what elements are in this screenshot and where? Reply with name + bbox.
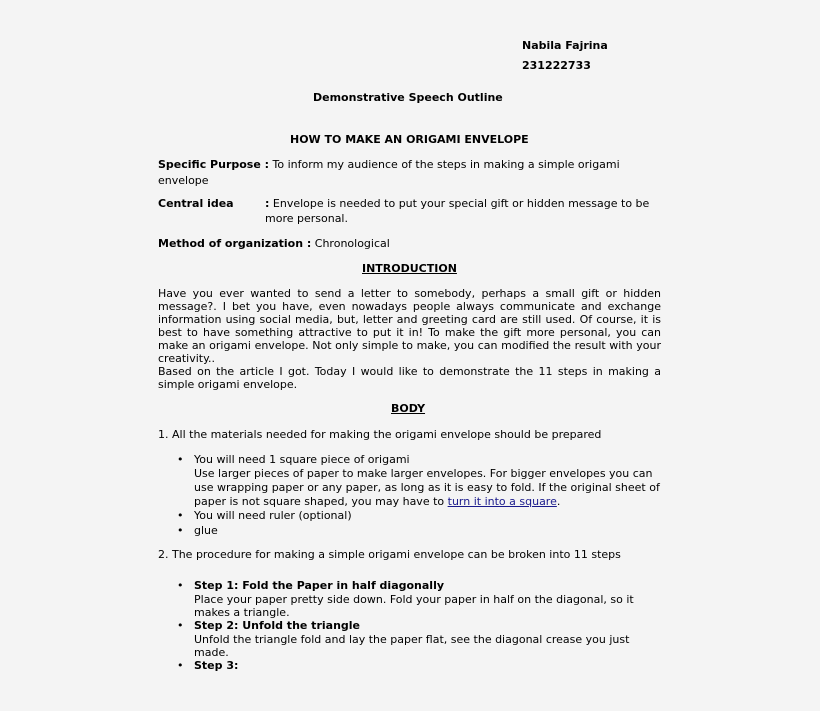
method-text: Chronological <box>311 237 390 250</box>
specific-purpose-continued: envelope <box>158 174 209 187</box>
student-id: 231222733 <box>522 59 591 72</box>
main-point-1: 1. All the materials needed for making the origami envelope should be prepared <box>158 428 602 441</box>
main-point-2: 2. The procedure for making a simple origami envelope can be broken into 11 steps <box>158 548 621 561</box>
intro-line: information using social media, but, letter and greeting card are still used. Of course, it is <box>158 313 661 326</box>
body-heading: BODY <box>391 402 426 415</box>
bullet-glyph: • <box>177 659 184 672</box>
author-name: Nabila Fajrina <box>522 39 608 52</box>
introduction-paragraph <box>158 287 661 391</box>
document-title: Demonstrative Speech Outline <box>313 91 503 104</box>
intro-line: simple origami envelope. <box>158 378 298 391</box>
bullet-desc-prefix: paper is not square shaped, you may have to <box>194 495 448 508</box>
bullet-desc-line: Use larger pieces of paper to make larger envelopes. For bigger envelopes you can <box>194 467 653 480</box>
method-of-organization <box>158 237 390 251</box>
step-1-title: Step 1: Fold the Paper in half diagonally <box>194 579 445 592</box>
introduction-heading: INTRODUCTION <box>362 262 457 275</box>
turn-into-square-link[interactable]: turn it into a square <box>447 495 557 508</box>
bullet-desc-line: use wrapping paper or any paper, as long as it is easy to fold. If the original sheet of <box>194 481 660 494</box>
bullet-square-origami: You will need 1 square piece of origami <box>194 453 410 466</box>
bullet-glyph: • <box>177 524 184 537</box>
bullet-glyph: • <box>177 579 184 592</box>
central-idea-colon: : <box>265 197 270 210</box>
intro-line: make an origami envelope. Not only simple to make, you can modified the result with your <box>158 339 661 352</box>
bullet-glyph: • <box>177 453 184 466</box>
step-1-desc: Place your paper pretty side down. Fold your paper in half on the diagonal, so it <box>194 593 634 606</box>
central-idea <box>265 197 649 211</box>
intro-line: Have you ever wanted to send a letter to somebody, perhaps a small gift or hidden <box>158 287 661 300</box>
central-idea-text: Envelope is needed to put your special gift or hidden message to be <box>269 197 650 210</box>
bullet-desc-line <box>194 495 560 509</box>
central-idea-continued: more personal. <box>265 212 348 225</box>
intro-line: Based on the article I got. Today I would like to demonstrate the 11 steps in making a <box>158 365 661 378</box>
bullet-desc-suffix: . <box>556 495 561 508</box>
intro-line: best to have something attractive to put it in! To make the gift more personal, you can <box>158 326 661 339</box>
step-3-title: Step 3: <box>194 659 239 672</box>
central-idea-label: Central idea <box>158 197 234 210</box>
intro-line: creativity.. <box>158 352 216 365</box>
step-1-desc: makes a triangle. <box>194 606 290 619</box>
specific-purpose <box>158 158 620 172</box>
bullet-ruler: You will need ruler (optional) <box>194 509 352 522</box>
topic-title: HOW TO MAKE AN ORIGAMI ENVELOPE <box>290 133 529 146</box>
step-2-desc: Unfold the triangle fold and lay the paper flat, see the diagonal crease you just <box>194 633 630 646</box>
bullet-glyph: • <box>177 619 184 632</box>
step-2-title: Step 2: Unfold the triangle <box>194 619 360 632</box>
intro-line: message?. I bet you have, even nowadays people always communicate and exchange <box>158 300 661 313</box>
bullet-glyph: • <box>177 509 184 522</box>
bullet-glue: glue <box>194 524 218 537</box>
method-label: Method of organization : <box>158 237 312 250</box>
specific-purpose-label: Specific Purpose : <box>158 158 270 171</box>
specific-purpose-text: To inform my audience of the steps in making a simple origami <box>269 158 620 171</box>
step-2-desc: made. <box>194 646 229 659</box>
